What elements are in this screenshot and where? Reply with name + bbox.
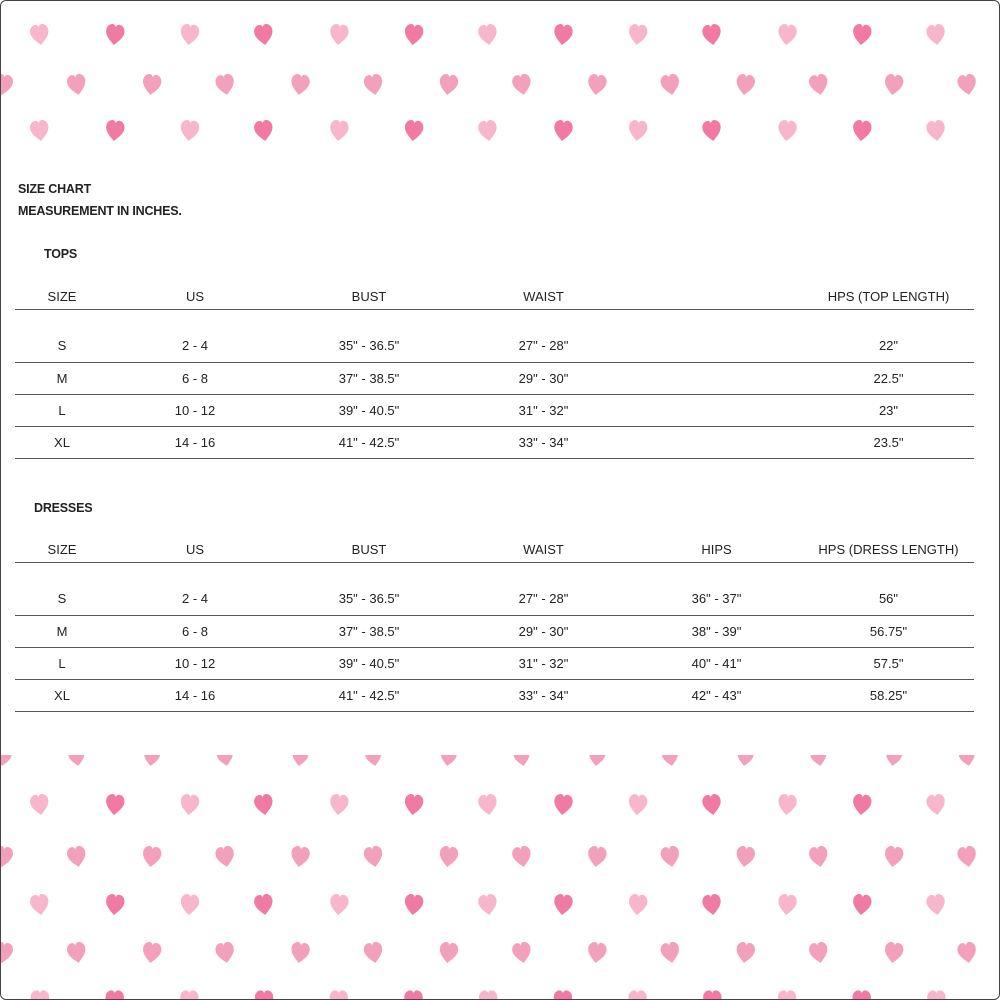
heart-icon [809, 747, 828, 768]
table-cell: L [15, 647, 109, 679]
table-cell: 29" - 30" [457, 362, 630, 394]
heart-icon [477, 893, 498, 916]
table-cell: 14 - 16 [109, 679, 281, 711]
heart-icon [105, 119, 125, 142]
tops-header-us: US [109, 285, 281, 309]
heart-icon [477, 793, 498, 816]
heart-icon [363, 845, 385, 869]
table-cell: 57.5" [803, 647, 974, 679]
heart-icon [956, 941, 978, 965]
heart-icon [105, 793, 125, 816]
table-cell [630, 309, 803, 362]
table-cell: XL [15, 426, 109, 458]
table-cell [630, 426, 803, 458]
tops-header-waist: WAIST [457, 285, 630, 309]
table-cell: 23" [803, 394, 974, 426]
heart-icon [926, 23, 947, 46]
tops-header-hps: HPS (TOP LENGTH) [803, 285, 974, 309]
dresses-header-bust: BUST [281, 538, 457, 562]
heart-icon [329, 893, 349, 916]
table-cell: 35" - 36.5" [281, 562, 457, 615]
heart-icon [216, 747, 235, 768]
heart-icon [179, 119, 199, 142]
table-row [15, 394, 974, 426]
heart-icon [1, 941, 14, 964]
table-cell: 2 - 4 [109, 309, 281, 362]
table-cell: 56.75" [803, 615, 974, 647]
heart-icon [660, 73, 682, 97]
table-cell: 33" - 34" [457, 426, 630, 458]
table-cell: 23.5" [803, 426, 974, 458]
heart-icon [330, 990, 348, 1000]
table-row [15, 615, 974, 647]
heart-icon [255, 990, 273, 1000]
heart-icon [853, 990, 871, 1000]
heart-icon [143, 747, 161, 767]
table-cell: 6 - 8 [109, 362, 281, 394]
table-row [15, 426, 974, 458]
heart-icon [253, 893, 274, 916]
table-row [15, 362, 974, 394]
heart-icon [404, 990, 422, 1000]
table-cell [630, 394, 803, 426]
heart-icon [511, 845, 533, 869]
heart-icon [701, 793, 722, 816]
heart-icon [363, 941, 385, 965]
table-row [15, 679, 974, 711]
heart-icon [477, 23, 498, 46]
heart-icon [179, 793, 199, 816]
table-cell: 37" - 38.5" [281, 362, 457, 394]
heart-icon [553, 119, 573, 142]
heart-icon [927, 990, 945, 1000]
heart-icon [958, 747, 977, 768]
heart-icon [438, 845, 459, 868]
heart-icon [735, 73, 756, 96]
table-cell: 41" - 42.5" [281, 679, 457, 711]
heart-icon [926, 793, 947, 816]
table-cell: 41" - 42.5" [281, 426, 457, 458]
table-cell: 35" - 36.5" [281, 309, 457, 362]
table-cell: M [15, 362, 109, 394]
dresses-size-table [15, 538, 974, 712]
heart-icon [404, 893, 424, 916]
heart-icon [586, 941, 607, 964]
heart-icon [660, 845, 682, 869]
heart-icon [290, 845, 311, 868]
heart-icon [29, 119, 50, 142]
hearts-pattern-bottom [1, 741, 1000, 1000]
heart-icon [956, 845, 978, 869]
tops-size-table [15, 285, 974, 459]
heart-icon [438, 941, 459, 964]
table-cell: 29" - 30" [457, 615, 630, 647]
heart-icon [106, 990, 124, 1000]
heart-icon [586, 73, 607, 96]
heart-icon [290, 941, 311, 964]
dresses-header-hips: HIPS [630, 538, 803, 562]
heart-icon [214, 941, 236, 965]
dresses-section-label: DRESSES [34, 501, 93, 515]
hearts-pattern-top [1, 1, 1000, 161]
heart-icon [701, 119, 722, 142]
heart-icon [553, 23, 573, 46]
heart-icon [852, 793, 872, 816]
heart-icon [329, 23, 349, 46]
heart-icon [141, 845, 162, 868]
heart-icon [628, 23, 648, 46]
heart-icon [1, 845, 14, 868]
hearts-pattern-bottom-svg [1, 741, 1000, 1000]
heart-icon [852, 23, 872, 46]
heart-icon [180, 990, 198, 1000]
table-cell: 2 - 4 [109, 562, 281, 615]
heart-icon [777, 893, 797, 916]
table-cell: 27" - 28" [457, 309, 630, 362]
chart-title: SIZE CHART [18, 182, 92, 196]
heart-icon [553, 893, 573, 916]
tops-header-size: SIZE [15, 285, 109, 309]
table-cell: 37" - 38.5" [281, 615, 457, 647]
heart-icon [926, 119, 947, 142]
heart-icon [105, 23, 125, 46]
table-cell: M [15, 615, 109, 647]
heart-icon [404, 793, 424, 816]
heart-icon [29, 23, 50, 46]
heart-icon [404, 119, 424, 142]
heart-icon [736, 747, 754, 767]
heart-icon [105, 893, 125, 916]
table-cell: 31" - 32" [457, 647, 630, 679]
heart-icon [66, 73, 88, 97]
heart-icon [511, 941, 533, 965]
heart-icon [477, 119, 498, 142]
pattern-mask [1, 741, 1000, 755]
heart-icon [438, 73, 459, 96]
heart-icon [329, 119, 349, 142]
heart-icon [253, 23, 274, 46]
table-cell: 39" - 40.5" [281, 647, 457, 679]
table-cell: 39" - 40.5" [281, 394, 457, 426]
table-cell: S [15, 309, 109, 362]
dresses-header-waist: WAIST [457, 538, 630, 562]
table-cell: XL [15, 679, 109, 711]
table-row [15, 562, 974, 615]
heart-icon [885, 747, 903, 767]
heart-icon [290, 73, 311, 96]
heart-icon [701, 23, 722, 46]
heart-icon [883, 845, 904, 868]
table-cell: 42" - 43" [630, 679, 803, 711]
heart-icon [363, 73, 385, 97]
table-cell: S [15, 562, 109, 615]
table-cell: 56" [803, 562, 974, 615]
table-cell: 6 - 8 [109, 615, 281, 647]
heart-icon [1, 73, 14, 96]
dresses-header-size: SIZE [15, 538, 109, 562]
heart-icon [660, 941, 682, 965]
heart-icon [1, 747, 12, 767]
heart-icon [253, 793, 274, 816]
heart-icon [364, 747, 383, 768]
heart-icon [214, 73, 236, 97]
chart-subtitle: MEASUREMENT IN INCHES. [18, 204, 182, 218]
heart-icon [554, 990, 572, 1000]
heart-icon [778, 990, 796, 1000]
heart-icon [628, 119, 648, 142]
heart-icon [926, 893, 947, 916]
table-cell: 36" - 37" [630, 562, 803, 615]
heart-icon [852, 893, 872, 916]
table-cell: 22" [803, 309, 974, 362]
table-row [15, 309, 974, 362]
heart-icon [701, 893, 722, 916]
heart-icon [661, 747, 680, 768]
heart-icon [179, 23, 199, 46]
heart-icon [883, 941, 904, 964]
table-cell: 27" - 28" [457, 562, 630, 615]
heart-icon [291, 747, 309, 767]
table-row [15, 647, 974, 679]
heart-icon [479, 990, 497, 1000]
heart-icon [29, 893, 50, 916]
heart-icon [66, 845, 88, 869]
heart-icon [956, 73, 978, 97]
heart-icon [31, 990, 49, 1000]
table-cell [630, 362, 803, 394]
heart-icon [808, 941, 830, 965]
heart-icon [588, 747, 606, 767]
table-cell: 38" - 39" [630, 615, 803, 647]
heart-icon [628, 893, 648, 916]
heart-icon [735, 941, 756, 964]
heart-icon [777, 793, 797, 816]
heart-icon [628, 793, 648, 816]
table-cell: 40" - 41" [630, 647, 803, 679]
heart-icon [513, 747, 532, 768]
heart-icon [777, 119, 797, 142]
hearts-pattern-top-svg [1, 1, 1000, 161]
dresses-header-us: US [109, 538, 281, 562]
heart-icon [777, 23, 797, 46]
heart-icon [808, 845, 830, 869]
heart-icon [253, 119, 274, 142]
tops-header-row [15, 285, 974, 309]
tops-header-bust: BUST [281, 285, 457, 309]
heart-icon [67, 747, 86, 768]
table-cell: 10 - 12 [109, 647, 281, 679]
heart-icon [808, 73, 830, 97]
table-cell: 14 - 16 [109, 426, 281, 458]
heart-icon [179, 893, 199, 916]
heart-icon [553, 793, 573, 816]
heart-icon [439, 747, 457, 767]
heart-icon [329, 793, 349, 816]
heart-icon [883, 73, 904, 96]
dresses-header-row [15, 538, 974, 562]
heart-icon [141, 73, 162, 96]
heart-icon [703, 990, 721, 1000]
heart-icon [586, 845, 607, 868]
dresses-header-hps: HPS (DRESS LENGTH) [803, 538, 974, 562]
heart-icon [66, 941, 88, 965]
heart-icon [29, 793, 50, 816]
tops-section-label: TOPS [44, 247, 78, 261]
heart-icon [628, 990, 646, 1000]
tops-header-empty [630, 285, 803, 309]
heart-icon [141, 941, 162, 964]
table-cell: 33" - 34" [457, 679, 630, 711]
table-cell: 31" - 32" [457, 394, 630, 426]
heart-icon [735, 845, 756, 868]
table-cell: 58.25" [803, 679, 974, 711]
heart-icon [214, 845, 236, 869]
table-cell: 10 - 12 [109, 394, 281, 426]
table-cell: L [15, 394, 109, 426]
table-cell: 22.5" [803, 362, 974, 394]
heart-icon [511, 73, 533, 97]
heart-icon [404, 23, 424, 46]
heart-icon [852, 119, 872, 142]
